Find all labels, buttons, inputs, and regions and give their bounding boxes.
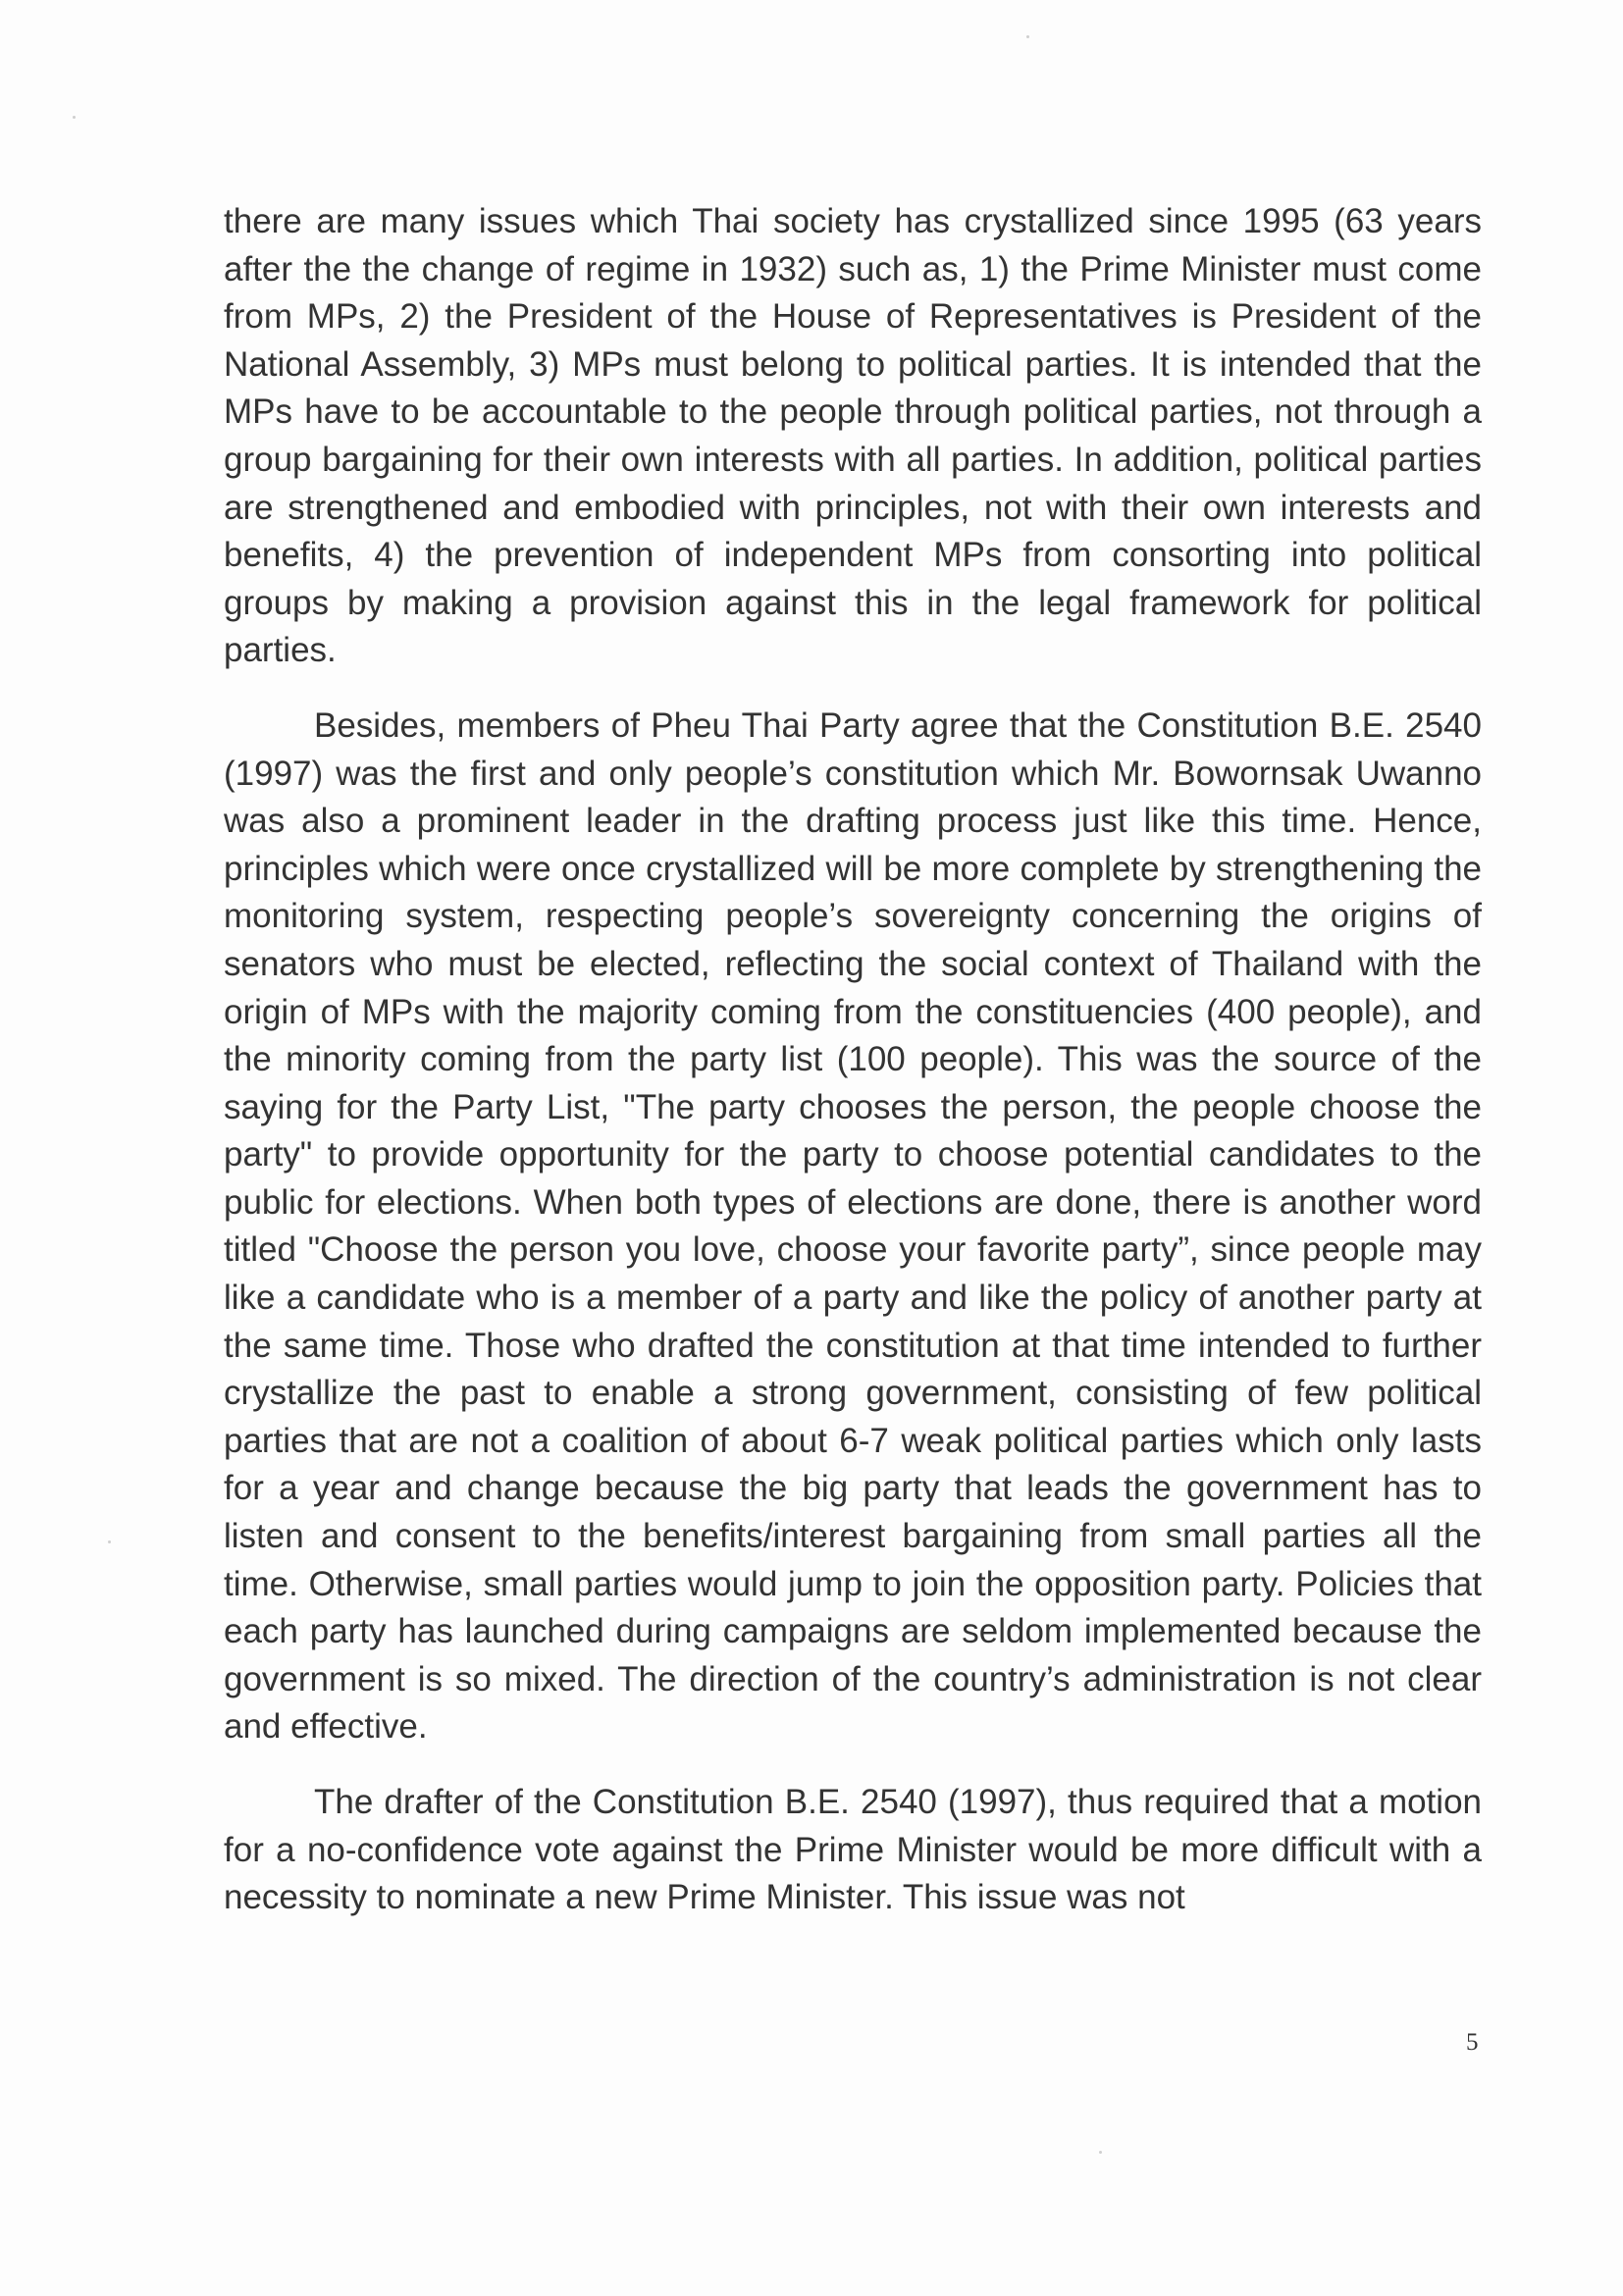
page-number: 5 — [1466, 2029, 1479, 2056]
paragraph-1: there are many issues which Thai society has crystallized since 1995 (63 years after the the change of regime in 1932) such as, 1) the Prime Minister must come from MPs, 2) the President of the House of Representatives is President of the National Assembly, 3) MPs must belong to political parties. It is intended that the MPs have to be accountable to the people through political parties, not through a group bargaining for their own interests with all parties. In addition, political parties are strengthened and embodied with principles, not with their own interests and benefits, 4) the prevention of independent MPs from consorting into political groups by making a provision against this in the legal framework for political parties. — [224, 202, 1482, 670]
scan-speck — [73, 116, 76, 119]
paragraph-2: Besides, members of Pheu Thai Party agree that the Constitution B.E. 2540 (1997) was the first and only people’s constitution which Mr. Bowornsak Uwanno was also a prominent leader in the drafting process just like this time. Hence, principles which were once crystallized will be more complete by strengthening the monitoring system, respecting people’s sovereignty concerning the origins of senators who must be elected, reflecting the social context of Thailand with the origin of MPs with the majority coming from the constituencies (400 people), and the minority coming from the party list (100 people). This was the source of the saying for the Party List, "The party chooses the person, the people choose the party" to provide opportunity for the party to choose potential candidates to the public for elections. When both types of elections are done, there is another word titled "Choose the person you love, choose your favorite party”, since people may like a candidate who is a member of a party and like the policy of another party at the same time. Those who drafted the constitution at that time intended to further crystallize the past to enable a strong government, consisting of few political parties that are not a coalition of about 6-7 weak political parties which only lasts for a year and change because the big party that leads the government has to listen and consent to the benefits/interest bargaining from small parties all the time. Otherwise, small parties would jump to join the opposition party. Policies that each party has launched during campaigns are seldom implemented because the government is so mixed. The direction of the country’s administration is not clear and effective. — [224, 705, 1482, 1747]
scan-speck — [1026, 35, 1029, 38]
paragraph-3: The drafter of the Constitution B.E. 2540 (1997), thus required that a motion for a no-confidence vote against the Prime Minister would be more difficult with a necessity to nominate a new Prime Minister. This issue was not — [224, 1783, 1482, 1917]
scan-speck — [1099, 2151, 1102, 2154]
body-text — [224, 198, 1482, 1950]
scan-speck — [108, 1540, 111, 1543]
